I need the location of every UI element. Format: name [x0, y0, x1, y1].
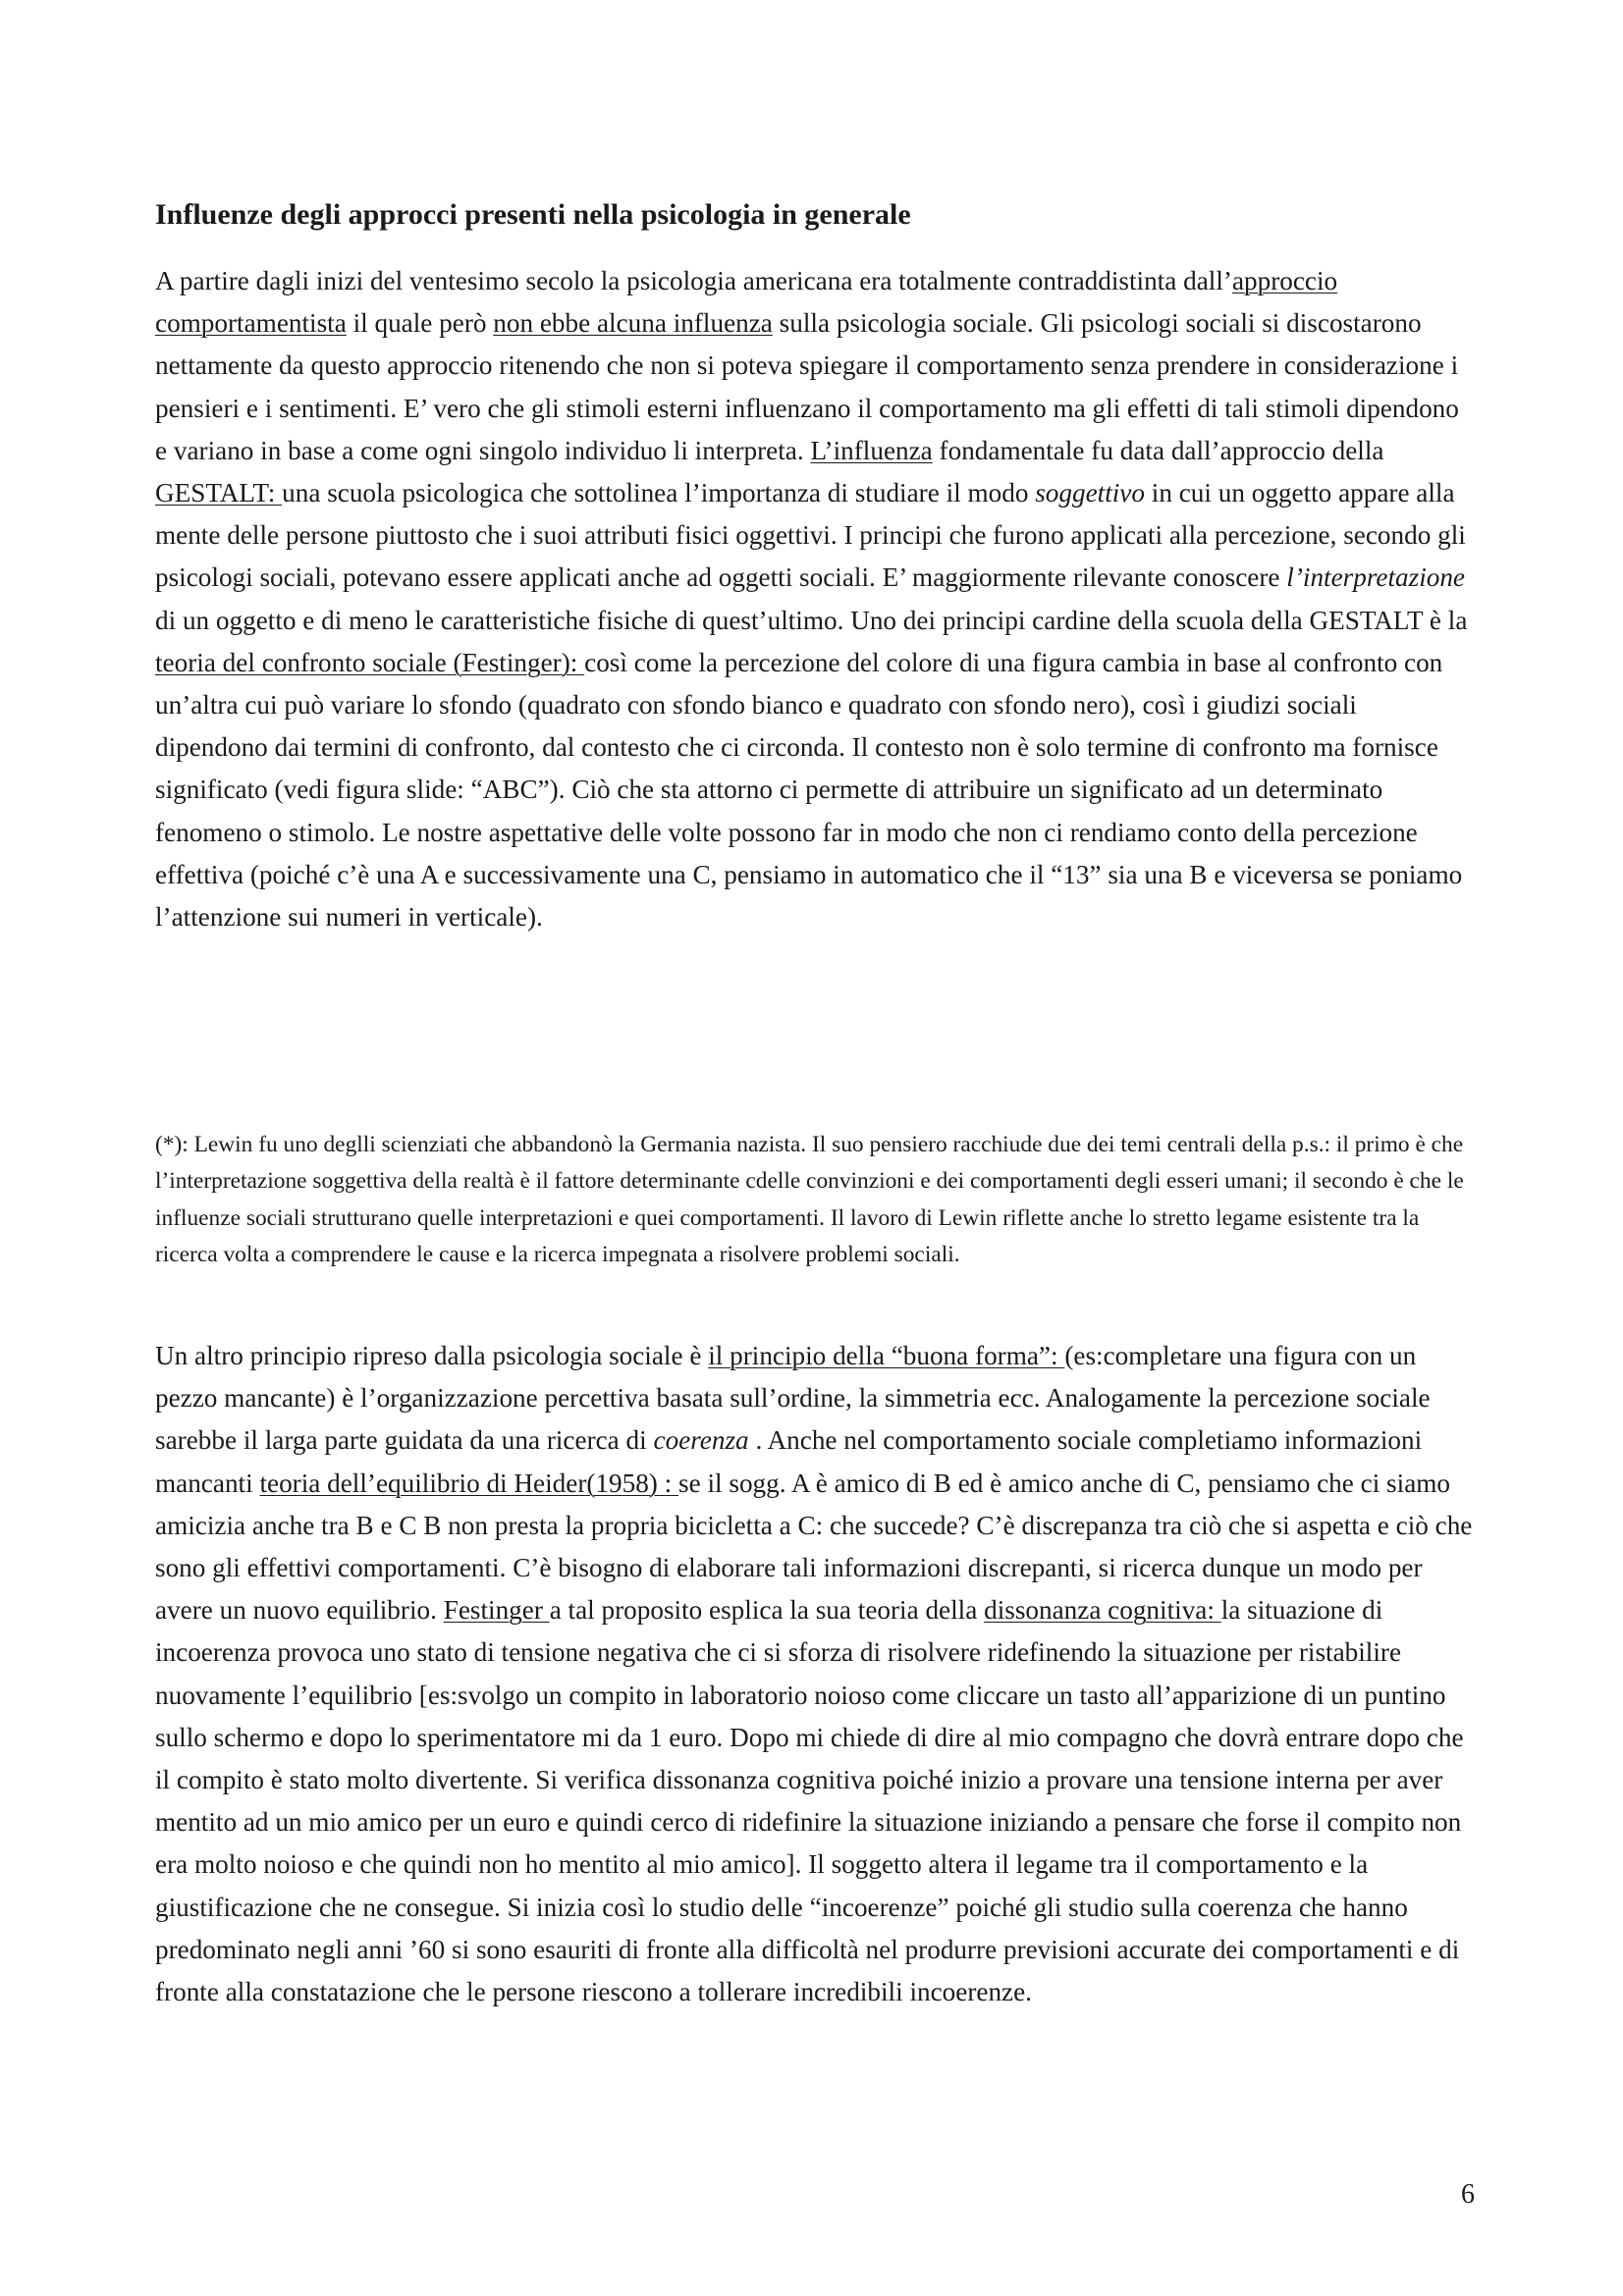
paragraph-gestalt: [155, 260, 1476, 938]
text-run: così come la percezione del colore di una figura cambia in base al confronto con un’altra cui può variare lo sfondo (quadrato con sfondo bianco e quadrato con sfondo nero), così i giudizi sociali dipendono dai termini di confronto, dal contesto che ci circonda. Il contesto non è solo termine di confronto ma fornisce significato (vedi figura slide: “ABC”). Ciò che sta attorno ci permette di attribuire un significato ad un determinato fenomeno o stimolo. Le nostre aspettative delle volte possono far in modo che non ci rendiamo conto della percezione effettiva (poiché c’è una A e successivamente una C, pensiamo in automatico che il “13” sia una B e viceversa se poniamo l’attenzione sui numeri in verticale).: [155, 647, 1463, 933]
paragraph-buona-forma: [155, 1335, 1476, 2013]
italic-term: coerenza: [653, 1425, 749, 1456]
page-number: 6: [1461, 2179, 1475, 2210]
underlined-term: L’influenza: [810, 435, 933, 465]
text-run: A partire dagli inizi del ventesimo secolo la psicologia americana era totalmente contraddistinta dall’: [155, 266, 1232, 295]
text-run: la situazione di incoerenza provoca uno stato di tensione negativa che ci si sforza di risolvere ridefinendo la situazione per ristabilire nuovamente l’equilibrio [es:svolgo un compito in laboratorio noioso come cliccare un tasto all’apparizione di un puntino sullo schermo e dopo lo sperimentatore mi da 1 euro. Dopo mi chiede di dire al mio compagno che dovrà entrare dopo che il compito è stato molto divertente. Si verifica dissonanza cognitiva poiché inizio a provare una tensione interna per aver mentito ad un mio amico per un euro e quindi cerco di ridefinire la situazione iniziando a pensare che forse il compito non era molto noioso e che quindi non ho mentito al mio amico]. Il soggetto altera il legame tra il comportamento e la giustificazione che ne consegue. Si inizia così lo studio delle “incoerenze” poiché gli studio sulla coerenza che hanno predominato negli anni ’60 si sono esauriti di fronte alla difficoltà nel produrre previsioni accurate dei comportamenti e di fronte alla constatazione che le persone riescono a tollerare incredibili incoerenze.: [155, 1595, 1464, 2007]
underlined-term: non ebbe alcuna influenza: [493, 308, 773, 339]
text-run: (es:completare una figura con un pezzo mancante) è l’organizzazione percettiva basata sull’ordine, la simmetria ecc. Analogamente la percezione sociale sarebbe il larga parte guidata da una ricerca di: [155, 1341, 1431, 1456]
text-run: il quale però: [346, 308, 494, 339]
underlined-term: dissonanza cognitiva:: [984, 1595, 1221, 1626]
text-run: . Anche nel comportamento sociale completiamo informazioni mancanti: [155, 1425, 1423, 1498]
footnote-lewin: (*): Lewin fu uno deglli scienziati che abbandonò la Germania nazista. Il suo pensiero racchiude due dei temi centrali della p.s.: il primo è che l’interpretazione soggettiva della realtà è il fattore determinante cdelle convinzioni e dei comportamenti degli esseri umani; il secondo è che le influenze sociali strutturano quelle interpretazioni e quei comportamenti. Il lavoro di Lewin riflette anche lo stretto legame esistente tra la ricerca volta a comprendere le cause e la ricerca impegnata a risolvere problemi sociali.: [155, 1132, 1464, 1268]
text-run: in cui un oggetto appare alla mente delle persone piuttosto che i suoi attributi fisici oggettivi. I principi che furono applicati alla percezione, secondo gli psicologi sociali, potevano essere applicati anche ad oggetti sociali. E’ maggiormente rilevante conoscere: [155, 478, 1466, 593]
underlined-term: approccio comportamentista: [155, 266, 1338, 339]
underlined-term: Festinger: [443, 1595, 550, 1626]
italic-term: l’interpretazione: [1286, 562, 1466, 593]
text-run: a tal proposito esplica la sua teoria della: [549, 1595, 985, 1626]
text-run: una scuola psicologica che sottolinea l’importanza di studiare il modo: [282, 478, 1036, 508]
text-run: fondamentale fu data dall’approccio della: [932, 435, 1384, 465]
text-run: se il sogg. A è amico di B ed è amico anche di C, pensiamo che ci siamo amicizia anche tra B e C B non presta la propria bicicletta a C: che succede? C’è discrepanza tra ciò che si aspetta e ciò che sono gli effettivi comportamenti. C’è bisogno di elaborare tali informazioni discrepanti, si ricerca dunque un modo per avere un nuovo equilibrio.: [155, 1468, 1473, 1626]
section-title: Influenze degli approcci presenti nella psicologia in generale: [155, 198, 911, 231]
underlined-term: il principio della “buona forma”:: [708, 1341, 1065, 1370]
text-run: di un oggetto e di meno le caratteristiche fisiche di quest’ultimo. Uno dei principi cardine della scuola della GESTALT è la: [155, 605, 1468, 635]
underlined-term: GESTALT:: [155, 478, 283, 508]
italic-term: soggettivo: [1035, 478, 1145, 508]
underlined-term: teoria dell’equilibrio di Heider(1958) :: [259, 1468, 679, 1498]
underlined-term: teoria del confronto sociale (Festinger):: [155, 647, 585, 677]
text-run: sulla psicologia sociale. Gli psicologi sociali si discostarono nettamente da questo approccio ritenendo che non si poteva spiegare il comportamento senza prendere in considerazione i pensieri e i sentimenti. E’ vero che gli stimoli esterni influenzano il comportamento ma gli effetti di tali stimoli dipendono e variano in base a come ogni singolo individuo li interpreta.: [155, 308, 1459, 465]
text-run: Un altro principio ripreso dalla psicologia sociale è: [155, 1341, 709, 1370]
